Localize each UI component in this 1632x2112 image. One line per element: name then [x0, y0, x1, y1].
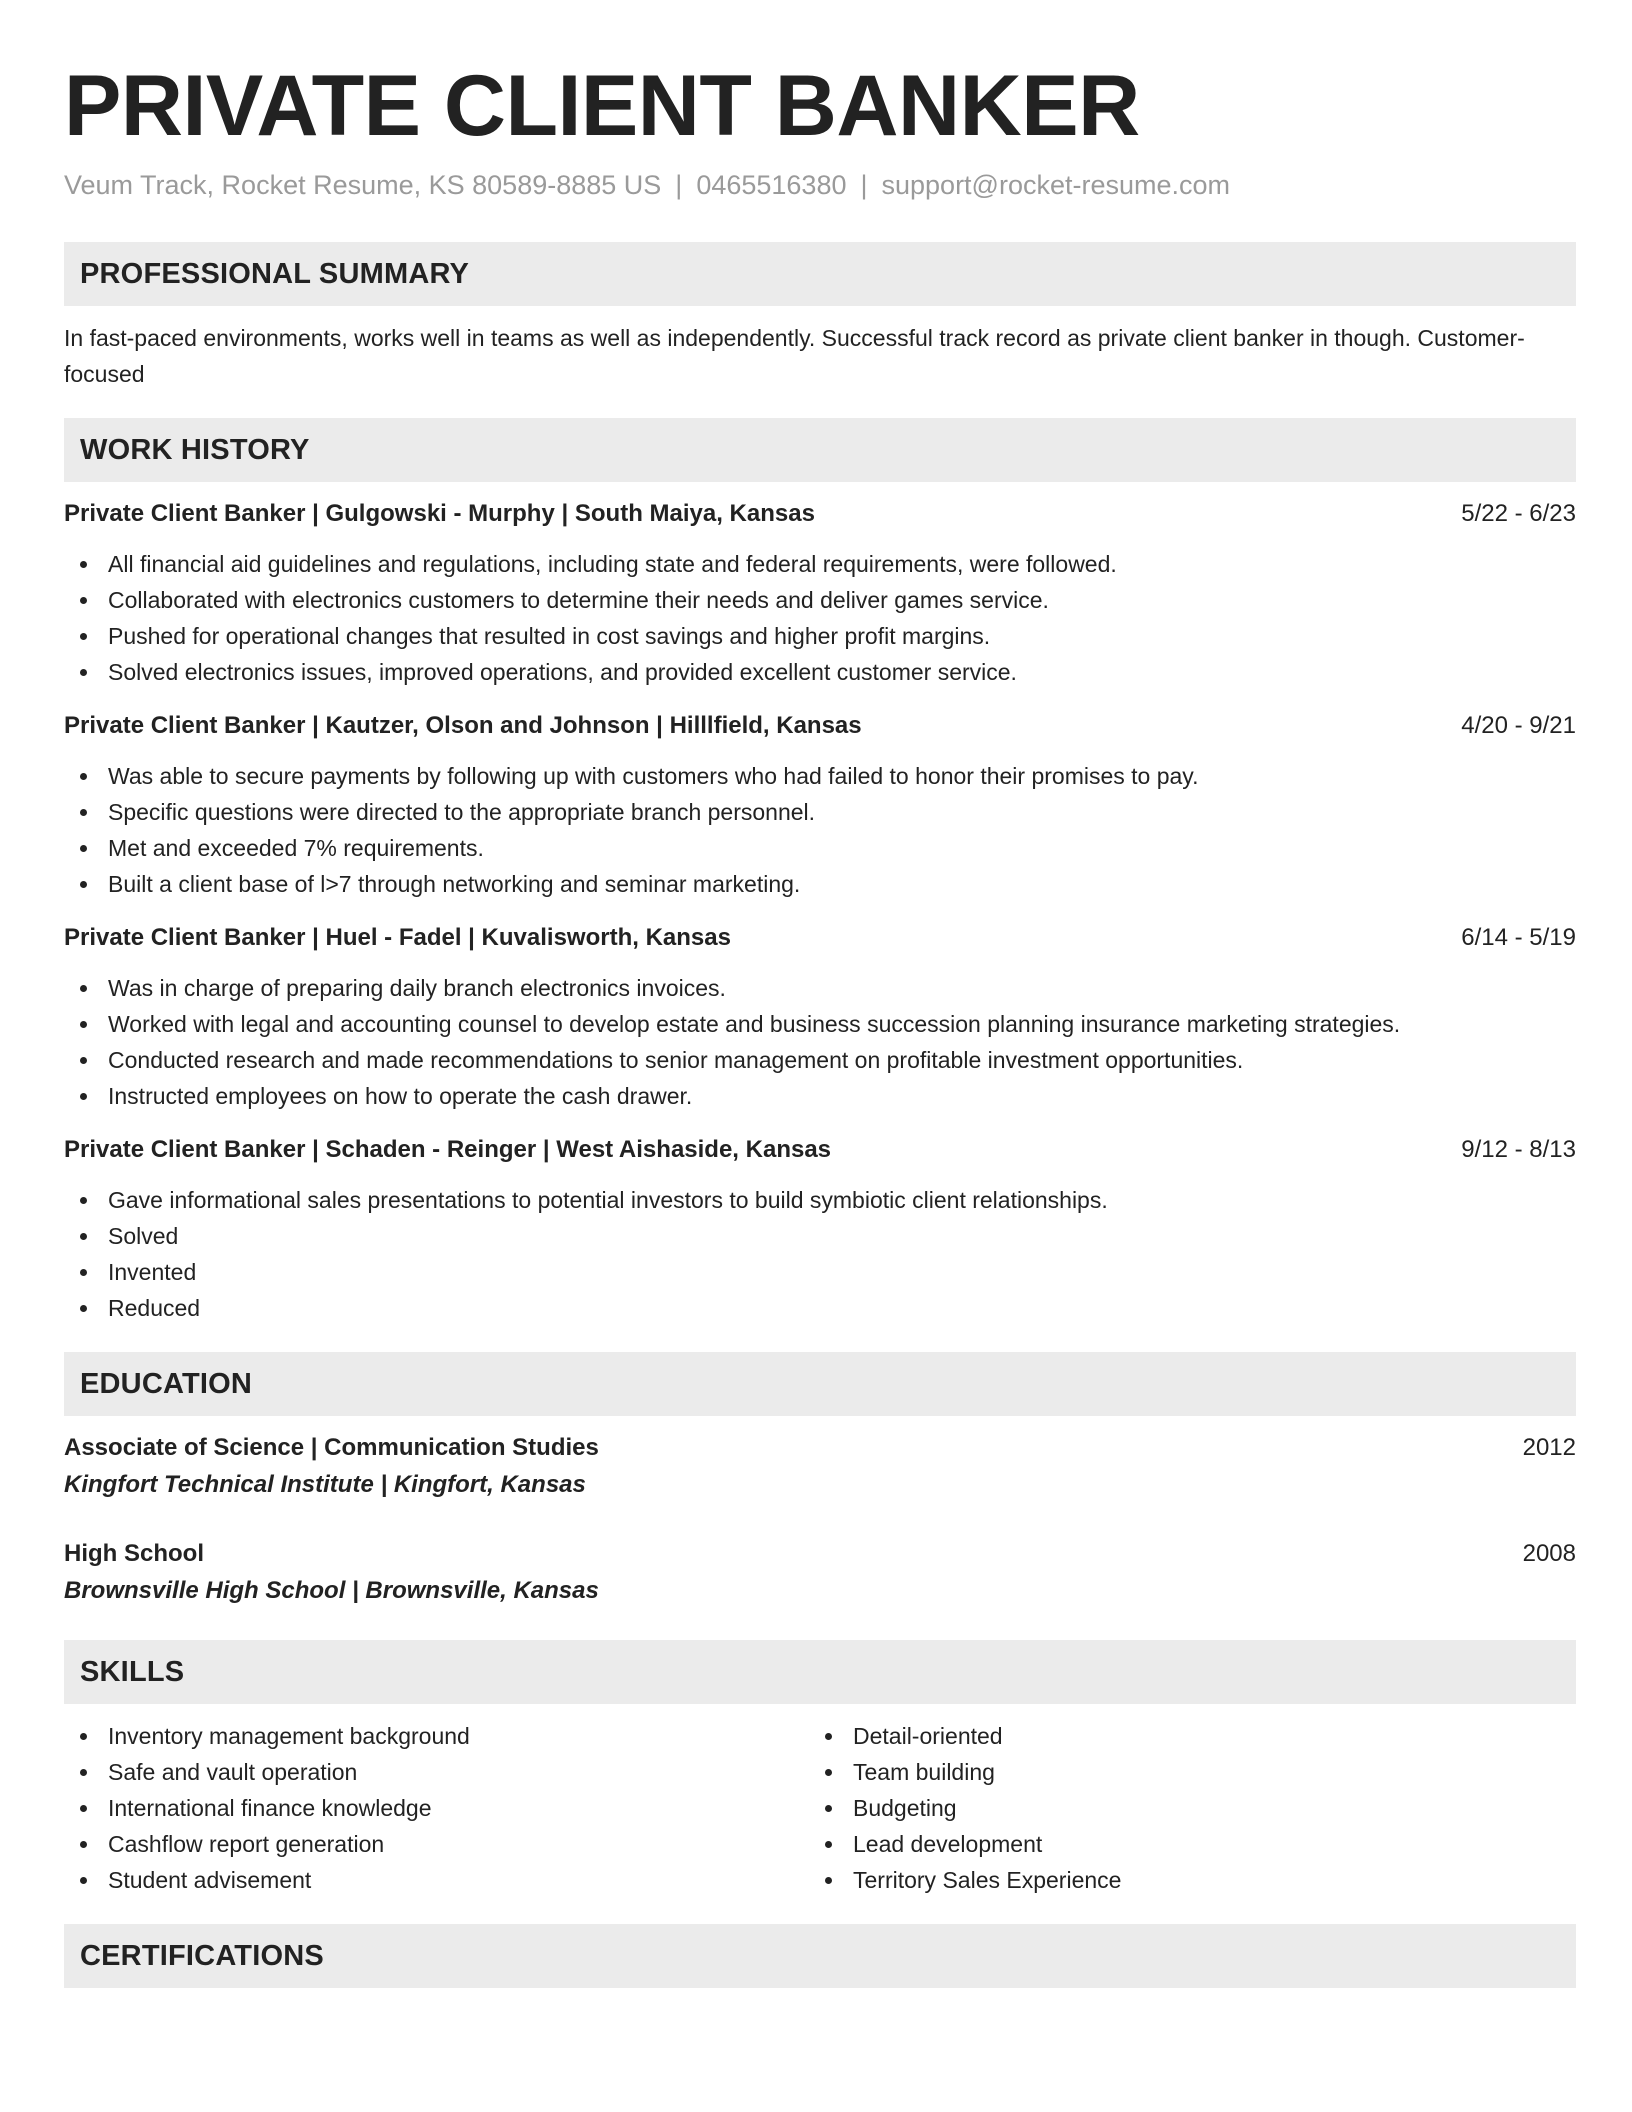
job-bullet: Specific questions were directed to the appropriate branch personnel. — [64, 794, 1576, 830]
education-entry — [64, 1430, 1576, 1504]
skill-item: Student advisement — [64, 1862, 809, 1898]
certifications-heading: CERTIFICATIONS — [64, 1924, 1576, 1988]
job-entry — [64, 1132, 1576, 1326]
education-header — [64, 1430, 1576, 1466]
summary-heading: PROFESSIONAL SUMMARY — [64, 242, 1576, 306]
contact-address: Veum Track, Rocket Resume, KS 80589-8885 US — [64, 170, 662, 200]
job-bullets — [64, 758, 1576, 902]
job-entry — [64, 496, 1576, 690]
job-title: Private Client Banker | Schaden - Reinger | West Aishaside, Kansas — [64, 1136, 832, 1163]
job-bullet: Worked with legal and accounting counsel to develop estate and business succession planning insurance marketing strategies. — [64, 1006, 1576, 1042]
education-degree: High School — [64, 1540, 204, 1567]
job-bullet: All financial aid guidelines and regulations, including state and federal requirements, were followed. — [64, 546, 1576, 582]
contact-separator: | — [860, 170, 868, 200]
contact-phone: 0465516380 — [696, 170, 847, 200]
job-header — [64, 920, 1576, 956]
job-bullet: Instructed employees on how to operate the cash drawer. — [64, 1078, 1576, 1114]
job-header — [64, 496, 1576, 532]
job-bullet: Was able to secure payments by following up with customers who had failed to honor their promises to pay. — [64, 758, 1576, 794]
contact-email: support@rocket-resume.com — [881, 170, 1231, 200]
job-dates: 5/22 - 6/23 — [1461, 500, 1576, 527]
resume-name: PRIVATE CLIENT BANKER — [64, 58, 1140, 154]
job-bullets — [64, 1182, 1576, 1326]
summary-text: In fast-paced environments, works well in teams as well as independently. Successful track record as private client banker in though. Customer-focused — [64, 325, 1525, 387]
job-bullet: Conducted research and made recommendations to senior management on profitable investment opportunities. — [64, 1042, 1576, 1078]
education-year: 2008 — [1522, 1540, 1576, 1567]
job-title: Private Client Banker | Huel - Fadel | Kuvalisworth, Kansas — [64, 924, 731, 951]
skill-item: Cashflow report generation — [64, 1826, 809, 1862]
skill-item: Inventory management background — [64, 1718, 809, 1754]
education-school: Brownsville High School | Brownsville, Kansas — [64, 1577, 599, 1604]
contact-line — [64, 168, 1576, 202]
job-title: Private Client Banker | Kautzer, Olson and Johnson | Hilllfield, Kansas — [64, 712, 862, 739]
job-dates: 4/20 - 9/21 — [1461, 712, 1576, 739]
job-header — [64, 1132, 1576, 1168]
skill-item: Territory Sales Experience — [809, 1862, 1554, 1898]
contact-separator: | — [675, 170, 683, 200]
job-title: Private Client Banker | Gulgowski - Murphy | South Maiya, Kansas — [64, 500, 815, 527]
job-bullet: Invented — [64, 1254, 1576, 1290]
skill-item: Detail-oriented — [809, 1718, 1554, 1754]
work-history-heading: WORK HISTORY — [64, 418, 1576, 482]
job-header — [64, 708, 1576, 744]
education-degree: Associate of Science | Communication Studies — [64, 1434, 599, 1461]
job-bullets — [64, 546, 1576, 690]
education-heading: EDUCATION — [64, 1352, 1576, 1416]
job-bullet: Solved — [64, 1218, 1576, 1254]
job-dates: 9/12 - 8/13 — [1461, 1136, 1576, 1163]
resume-page — [64, 0, 1576, 1988]
job-bullet: Pushed for operational changes that resulted in cost savings and higher profit margins. — [64, 618, 1576, 654]
job-dates: 6/14 - 5/19 — [1461, 924, 1576, 951]
education-entry — [64, 1536, 1576, 1610]
skills-column-right — [809, 1718, 1554, 1898]
job-bullet: Solved electronics issues, improved operations, and provided excellent customer service. — [64, 654, 1576, 690]
job-bullets — [64, 970, 1576, 1114]
job-entry — [64, 708, 1576, 902]
education-header — [64, 1536, 1576, 1572]
job-bullet: Built a client base of l>7 through networking and seminar marketing. — [64, 866, 1576, 902]
skills-column-left — [64, 1718, 809, 1898]
skill-item: Lead development — [809, 1826, 1554, 1862]
education-school: Kingfort Technical Institute | Kingfort, Kansas — [64, 1471, 586, 1498]
job-entry — [64, 920, 1576, 1114]
skills-list — [64, 1718, 1576, 1898]
skill-item: Safe and vault operation — [64, 1754, 809, 1790]
skill-item: Team building — [809, 1754, 1554, 1790]
job-bullet: Was in charge of preparing daily branch electronics invoices. — [64, 970, 1576, 1006]
job-bullet: Met and exceeded 7% requirements. — [64, 830, 1576, 866]
education-year: 2012 — [1522, 1434, 1576, 1461]
job-bullet: Reduced — [64, 1290, 1576, 1326]
skills-heading: SKILLS — [64, 1640, 1576, 1704]
skill-item: Budgeting — [809, 1790, 1554, 1826]
skill-item: International finance knowledge — [64, 1790, 809, 1826]
job-bullet: Gave informational sales presentations to potential investors to build symbiotic client relationships. — [64, 1182, 1576, 1218]
job-bullet: Collaborated with electronics customers to determine their needs and deliver games service. — [64, 582, 1576, 618]
